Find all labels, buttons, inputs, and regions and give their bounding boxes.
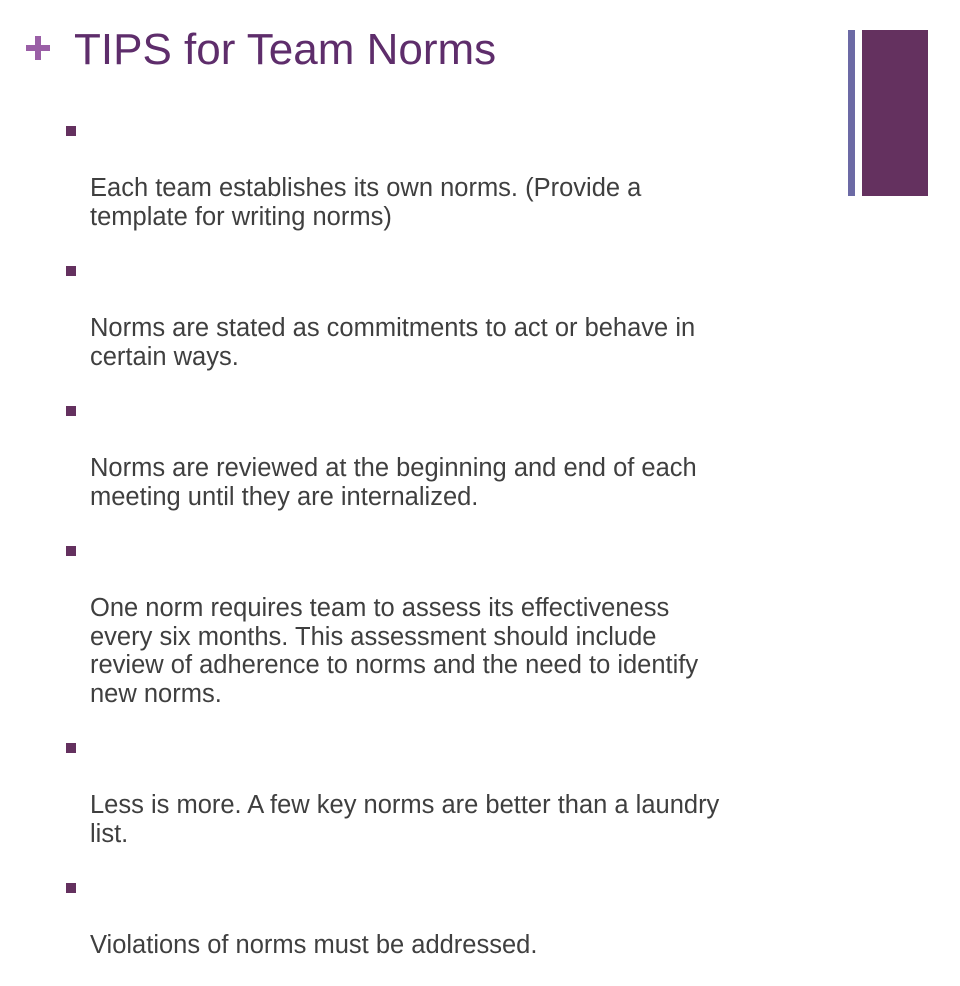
square-bullet-icon — [66, 126, 76, 136]
bullet-item — [66, 874, 846, 960]
square-bullet-icon — [66, 546, 76, 556]
slide-title: TIPS for Team Norms — [74, 25, 497, 74]
bullet-item — [66, 537, 846, 708]
bullet-text: One norm requires team to assess its effectiveness every six months. This assessment should include review of adherence to norms and the need to identify new norms. — [90, 594, 699, 708]
bullet-item — [66, 734, 846, 848]
square-bullet-icon — [66, 406, 76, 416]
bullet-text: Norms are reviewed at the beginning and end of each meeting until they are internalized. — [90, 454, 697, 511]
bullet-list — [66, 117, 846, 986]
accent-bar-thin — [848, 30, 855, 196]
square-bullet-icon — [66, 883, 76, 893]
bullet-item — [66, 257, 846, 371]
square-bullet-icon — [66, 743, 76, 753]
bullet-text: Norms are stated as commitments to act or behave in certain ways. — [90, 314, 696, 371]
square-bullet-icon — [66, 266, 76, 276]
bullet-item — [66, 397, 846, 511]
bullet-item — [66, 117, 846, 231]
bullet-text: Violations of norms must be addressed. — [90, 931, 538, 959]
bullet-text: Each team establishes its own norms. (Provide a template for writing norms) — [90, 174, 642, 231]
plus-icon — [26, 36, 50, 60]
accent-bar-thick — [862, 30, 928, 196]
bullet-text: Less is more. A few key norms are better than a laundry list. — [90, 791, 720, 848]
plus-icon-vertical-bar — [35, 36, 41, 60]
